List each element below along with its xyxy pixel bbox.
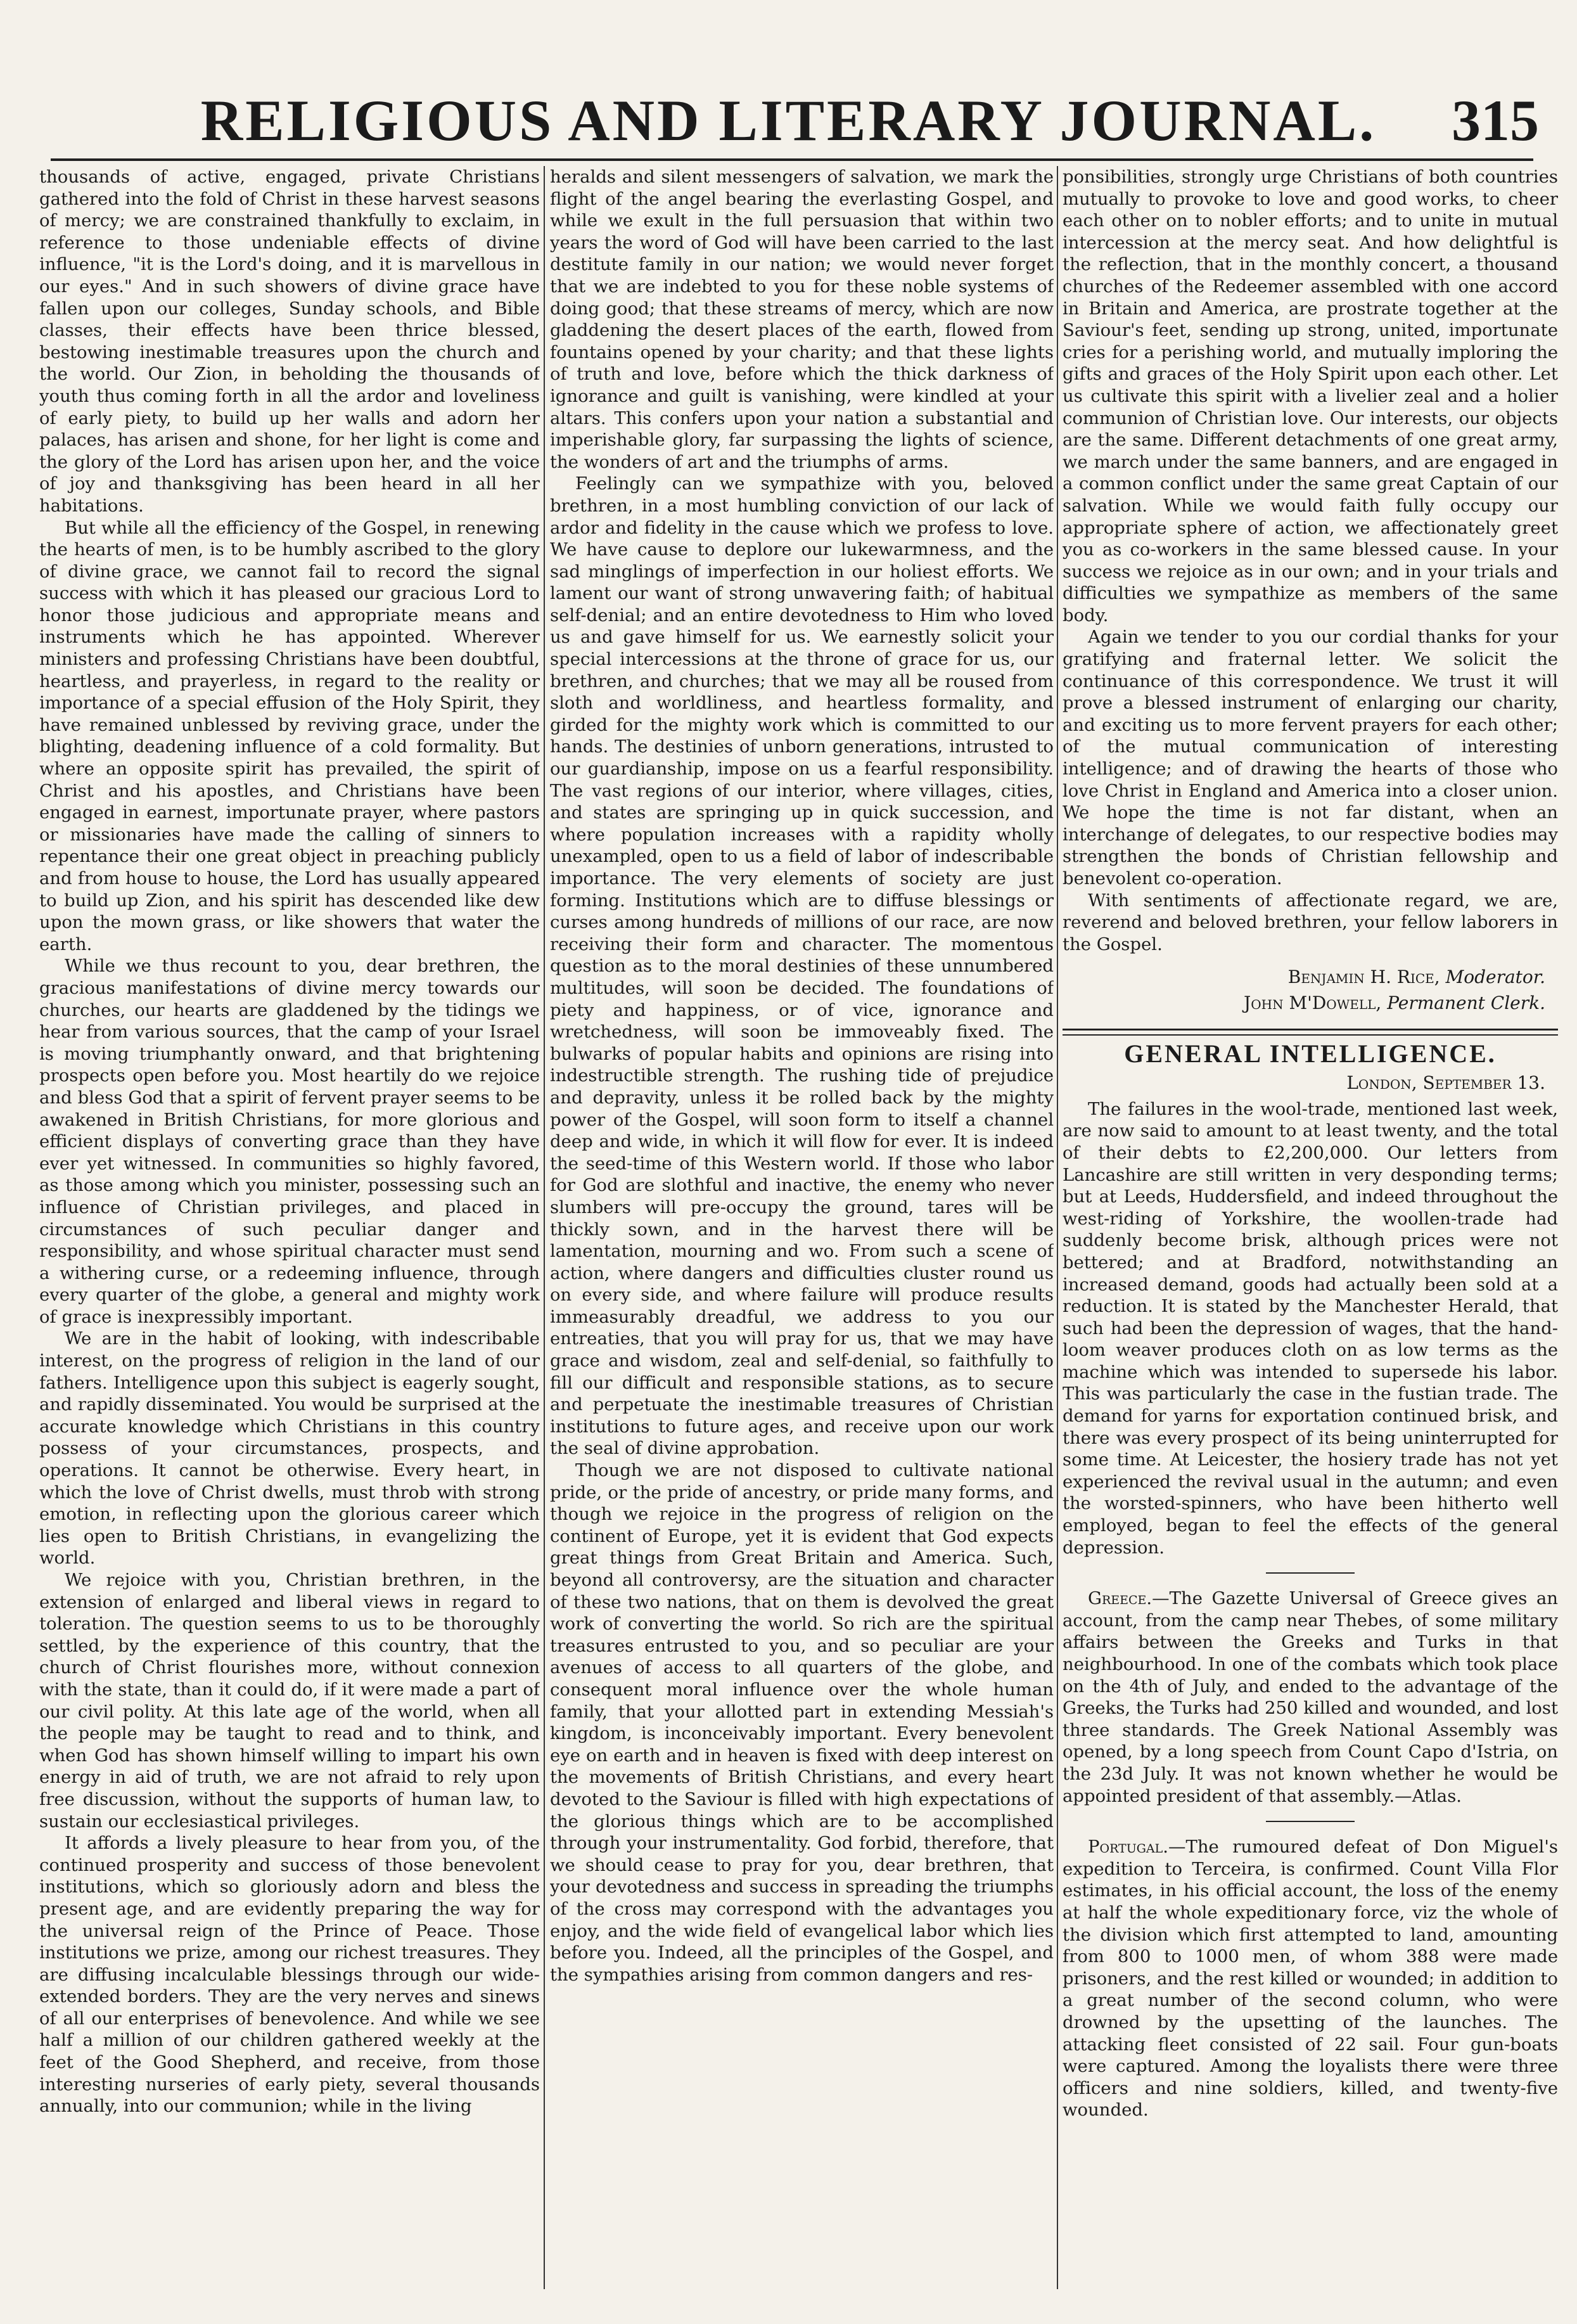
short-divider [1266,1821,1355,1822]
column-divider [1057,166,1058,2289]
journal-title: RELIGIOUS AND LITERARY JOURNAL. [200,88,1377,153]
column-2 [550,166,1054,2289]
paragraph: Feelingly can we sympathize with you, beloved brethren, in a most humbling conviction of our lack of ardor and fidelity in the cause which we profess to love. We have cause to deplore our lukewarmness, and the sad minglings of imperfection in our holiest efforts. We lament our want of strong unwavering faith; of habitual self-denial; and an entire devotedness to Him who loved us and gave himself for us. We earnestly solicit your special intercessions at the throne of grace for us, our brethren, and churches; that we may all be roused from sloth and worldliness, and heartless formality, and girded for the mighty work which is committed to our hands. The destinies of unborn generations, intrusted to our guardianship, impose on us a fearful responsibility. The vast regions of our interior, where villages, cities, and states are springing up in quick succession, and where population increases with a rapidity wholly unexampled, open to us a field of labor of indescribable importance. The very elements of society are just forming. Institutions which are to diffuse blessings or curses among hundreds of millions of our race, are now receiving their form and character. The momentous question as to the moral destinies of these unnumbered multitudes, will soon be decided. The foundations of piety and happiness, or of vice, ignorance and wretchedness, will soon be immoveably fixed. The bulwarks of popular habits and opinions are rising into indestructible strength. The rushing tide of prejudice and depravity, unless it be rolled back by the mighty power of the Gospel, will soon form to itself a channel deep and wide, in which it will flow for ever. It is indeed the seed-time of this Western world. If those who labor for God are slothful and inactive, the enemy who never slumbers will pre-occupy the ground, tares will be thickly sown, and in the harvest there will be lamentation, mourning and wo. From such a scene of action, where dangers and difficulties cluster round us on every side, and where failure will produce results immeasurably dreadful, we address to you our entreaties, that you will pray for us, that we may have grace and wisdom, zeal and self-denial, so faithfully to fill our difficult and responsible stations, as to secure and perpetuate the inestimable treasures of Christian institutions to future ages, and receive upon our work the seal of divine approbation. [550,473,1054,1459]
news-text: —The Gazette Universal of Greece gives an account, from the camp near Thebes, of some military affairs between the Greeks and Turks in that neighbourhood. In one of the combats which took place on the 4th of July, and ended to the advantage of the Greeks, the Turks had 250 killed and wounded, and lost three standards. The Greek National Assembly was opened, by a long speech from Count Capo d'Istria, on the 23d July. It was not known whether he would be appointed president of that assembly.—Atlas. [1063,1588,1558,1806]
signatory-name: John M'Dowell, [1244,992,1382,1013]
column-1 [39,166,540,2289]
news-label: Portugal. [1088,1837,1168,1858]
paragraph: ponsibilities, strongly urge Christians of both countries mutually to provoke to love and good works, to cheer each other on to nobler efforts; and to unite in mutual intercession at the mercy seat. And how delightful is the reflection, that in the monthly concert, a thousand churches of the Redeemer assembled with one accord in Britain and America, are prostrate together at the Saviour's feet, sending up strong, united, importunate cries for a perishing world, and mutually imploring the gifts and graces of the Holy Spirit upon each other. Let us cultivate this spirit with a livelier zeal and a holier communion of Christian love. Our interests, our objects are the same. Different detachments of one great army, we march under the same banners, and are engaged in a common conflict under the same great Captain of our salvation. While we would faith fully occupy our appropriate sphere of action, we affectionately greet you as co-workers in the same blessed cause. In your success we rejoice as in our own; and in your trials and difficulties we sympathize as members of the same body. [1063,167,1558,626]
paragraph: We are in the habit of looking, with indescribable interest, on the progress of religion in the land of our fathers. Intelligence upon this subject is eagerly sought, and rapidly disseminated. You would be surprised at the accurate knowledge which Christians in this country possess of your circumstances, prospects, and operations. It cannot be otherwise. Every heart, in which the love of Christ dwells, must throb with strong emotion, in reflecting upon the glorious career which lies open to British Christians, in evangelizing the world. [39,1328,540,1569]
page-number: 315 [1452,88,1539,153]
paragraph: While we thus recount to you, dear brethren, the gracious manifestations of divine mercy towards our churches, our hearts are gladdened by the tidings we hear from various sources, that the camp of your Israel is moving triumphantly onward, and that brightening prospects open before you. Most heartily do we rejoice and bless God that a spirit of fervent prayer seems to be awakened in British Christians, for more glorious and efficient displays of converting grace than they have ever yet witnessed. In communities so highly favored, as those among which you minister, possessing such an influence of Christian privileges, and placed in circumstances of such peculiar danger and responsibility, and whose spiritual character must send a withering curse, or a redeeming influence, through every quarter of the globe, a general and mighty work of grace is inexpressibly important. [39,956,540,1327]
paragraph: But while all the efficiency of the Gospel, in renewing the hearts of men, is to be humbly ascribed to the glory of divine grace, we cannot fail to record the signal success with which it has pleased our gracious Lord to honor those judicious and appropriate means and instruments which he has appointed. Wherever ministers and professing Christians have been doubtful, heartless, and prayerless, in regard to the reality or importance of a special effusion of the Holy Spirit, they have remained unblessed by reviving grace, under the blighting, deadening influence of a cold formality. But where an opposite spirit has prevailed, the spirit of Christ and his apostles, and Christians have been engaged in earnest, importunate prayer, where pastors or missionaries have made the calling of sinners to repentance their one great object in preaching publicly and from house to house, the Lord has usually appeared to build up Zion, and his spirit has descended like dew upon the mown grass, or like showers that water the earth. [39,517,540,954]
paragraph: With sentiments of affectionate regard, we are, reverend and beloved brethren, your fellow laborers in the Gospel. [1063,890,1558,954]
page-header [38,86,1539,155]
section-title: GENERAL INTELLIGENCE. [1124,1039,1497,1068]
news-paragraph: The failures in the wool-trade, mentioned last week, are now said to amount to at least twenty, and the total of their debts to £2,200,000. Our letters from Lancashire are still written in very desponding terms; but at Leeds, Huddersfield, and indeed throughout the west-riding of Yorkshire, the woollen-trade had suddenly become brisk, although prices were not bettered; and at Bradford, notwithstanding an increased demand, goods had actually been sold at a reduction. It is stated by the Manchester Herald, that such had been the depression of wages, that the hand-loom weaver produces cloth on as low terms as the machine which was intended to supersede his labor. This was particularly the case in the fustian trade. The demand for yarns for exportation continued brisk, and there was every prospect of its being uninterrupted for some time. At Leicester, the hosiery trade has not yet experienced the revival usual in the autumn; and even the worsted-spinners, who have been hitherto well employed, began to feel the effects of the general depression. [1063,1098,1558,1558]
news-item-greece [1063,1588,1558,1807]
news-label: Greece. [1088,1588,1152,1609]
section-rule [1063,1034,1558,1036]
paragraph: Though we are not disposed to cultivate national pride, or the pride of ancestry, or pride many forms, and though we rejoice in the progress of religion on the continent of Europe, yet it is evident that God expects great things from Great Britain and America. Such, beyond all controversy, are the situation and character of these two nations, that on them is devolved the great work of converting the world. So rich are the spiritual treasures entrusted to you, and so peculiar are your avenues of access to all quarters of the globe, and consequent moral influence over the whole human family, that your allotted part in extending Messiah's kingdom, is inconceivably important. Every benevolent eye on earth and in heaven is fixed with deep interest on the movements of British Christians, and every heart devoted to the Saviour is filled with high expectations of the glorious things which are to be accomplished through your instrumentality. God forbid, therefore, that we should cease to pray for you, dear brethren, that your devotedness and success in spreading the triumphs of the cross may correspond with the advantages you enjoy, and the wide field of evangelical labor which lies before you. Indeed, all the principles of the Gospel, and the sympathies arising from common dangers and res- [550,1460,1054,1985]
signatory-title: Moderator. [1445,966,1545,988]
paragraph: heralds and silent messengers of salvation, we mark the flight of the angel bearing the everlasting Gospel, and while we exult in the full persuasion that within two years the word of God will have been carried to the last destitute family in our nation; we would never forget that we are indebted to you for these noble systems of doing good; that these streams of mercy, which are now gladdening the desert places of the earth, flowed from fountains opened by your charity; and that these lights of truth and love, before which the thick darkness of ignorance and guilt is vanishing, were kindled at your altars. This confers upon your nation a substantial and imperishable glory, far surpassing the lights of science, the wonders of art and the triumphs of arms. [550,167,1054,472]
signatory-title: Permanent Clerk. [1387,992,1545,1013]
header-rule [51,158,1533,161]
signature-clerk [1063,992,1545,1015]
paragraph: It affords a lively pleasure to hear from you, of the continued prosperity and success of those benevolent institutions, which so gloriously adorn and bless the present age, and are evidently preparing the way for the universal reign of the Prince of Peace. Those institutions we prize, among our richest treasures. They are diffusing incalculable blessings through our wide-extended borders. They are the very nerves and sinews of all our enterprises of benevolence. And while we see half a million of our children gathered weekly at the feet of the Good Shepherd, and receive, from those interesting nurseries of early piety, several thousands annually, into our communion; while in the living [39,1833,540,2117]
paragraph: thousands of active, engaged, private Christians gathered into the fold of Christ in these harvest seasons of mercy; we are constrained thankfully to exclaim, in reference to those undeniable effects of divine influence, "it is the Lord's doing, and it is marvellous in our eyes." And in such showers of divine grace have fallen upon our colleges, Sunday schools, and Bible classes, their effects have been thrice blessed, bestowing inestimable treasures upon the church and the world. Our Zion, in beholding the thousands of youth thus coming forth in all the ardor and loveliness of early piety, to build up her walls and adorn her palaces, has arisen and shone, for her light is come and the glory of the Lord has arisen upon her, and the voice of joy and thanksgiving has been heard in all her habitations. [39,167,540,516]
news-item-portugal [1063,1836,1558,2121]
column-divider [544,166,545,2289]
signature-moderator [1063,966,1545,989]
short-divider [1266,1572,1355,1574]
column-3 [1063,166,1558,2289]
paragraph: We rejoice with you, Christian brethren, in the extension of enlarged and liberal views in regard to toleration. The question seems to us to be thoroughly settled, by the experience of this country, that the church of Christ flourishes more, without connexion with the state, than it could do, if it were made a part of our civil polity. At this late age of the world, when all the people may be taught to read and to think, and when God has shown himself willing to impart his own energy in aid of truth, we are not afraid to rely upon free discussion, without the supports of human law, to sustain our ecclesiastical privileges. [39,1570,540,1832]
dateline: London, September 13. [1346,1072,1545,1094]
signatory-name: Benjamin H. Rice, [1287,966,1440,988]
paragraph: Again we tender to you our cordial thanks for your gratifying and fraternal letter. We solicit the continuance of this correspondence. We trust it will prove a blessed instrument of enlarging our charity, and exciting us to more fervent prayers for each other; of the mutual communication of interesting intelligence; and of drawing the hearts of those who love Christ in England and America into a closer union. We hope the time is not far distant, when an interchange of delegates, to our respective bodies may strengthen the bonds of Christian fellowship and benevolent co-operation. [1063,627,1558,889]
news-text: —The rumoured defeat of Don Miguel's expedition to Terceira, is confirmed. Count Villa Flor estimates, in his official account, the loss of the enemy at half the whole expeditionary force, viz the whole of the division which first attempted to land, amounting from 800 to 1000 men, of whom 388 were made prisoners, and the rest killed or wounded; in addition to a great number of the second column, who were drowned by the upsetting of the launches. The attacking fleet consisted of 22 sail. Four gun-boats were captured. Among the loyalists there were three officers and nine soldiers, killed, and twenty-five wounded. [1063,1837,1558,2121]
section-rule [1063,1029,1558,1030]
